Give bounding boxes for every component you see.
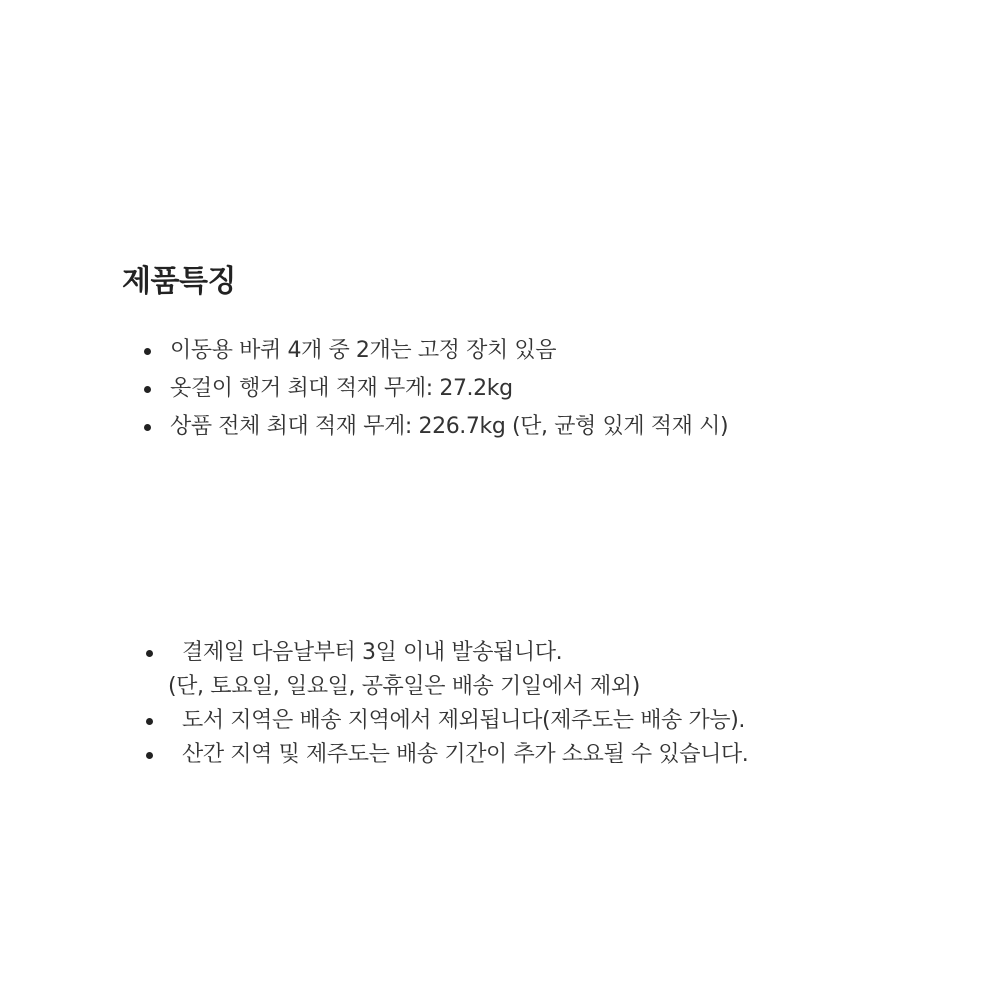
shipping-text: 도서 지역은 배송 지역에서 제외됩니다(제주도는 배송 가능). [182,708,745,733]
shipping-info-section [144,636,984,772]
feature-list [144,332,984,446]
bullet-icon [144,424,151,431]
shipping-note: (단, 토요일, 일요일, 공휴일은 배송 기일에서 제외) [168,674,640,699]
list-item [144,636,984,704]
bullet-icon [146,752,153,759]
feature-text: 이동용 바퀴 4개 중 2개는 고정 장치 있음 [170,338,557,363]
feature-text: 상품 전체 최대 적재 무게: 226.7kg (단, 균형 있게 적재 시) [170,414,729,439]
product-features-section [122,262,982,439]
list-item [144,370,984,408]
shipping-text: 산간 지역 및 제주도는 배송 기간이 추가 소요될 수 있습니다. [182,742,749,767]
bullet-icon [144,386,151,393]
list-item [144,738,984,772]
list-item [144,332,984,370]
shipping-text: 결제일 다음날부터 3일 이내 발송됩니다. [182,640,563,665]
feature-text: 옷걸이 행거 최대 적재 무게: 27.2kg [170,376,513,401]
shipping-list [144,636,984,772]
bullet-icon [144,348,151,355]
list-item [144,704,984,738]
section-title: 제품특징 [122,264,236,299]
bullet-icon [146,650,153,657]
list-item [144,408,984,446]
bullet-icon [146,718,153,725]
